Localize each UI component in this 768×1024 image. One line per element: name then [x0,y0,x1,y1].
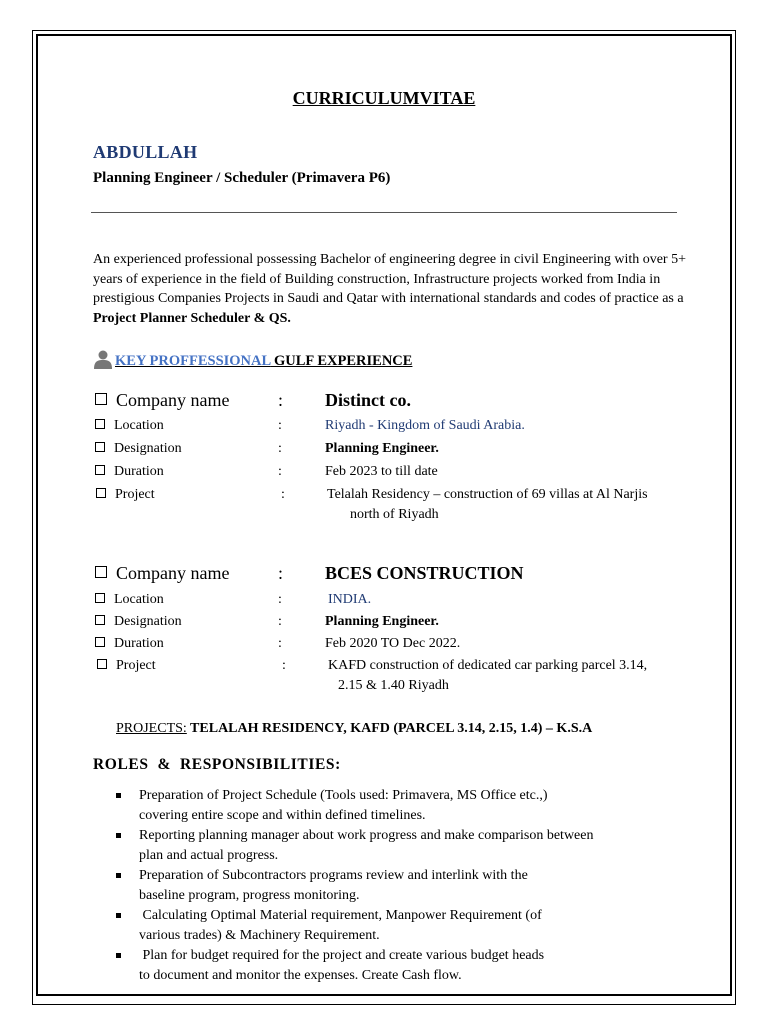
section-heading-experience [93,349,412,370]
company-name-label: Company name [95,390,229,411]
page-bottom-rule [36,994,732,995]
list-item: Reporting planning manager about work progress and make comparison between plan and actual progress. [112,826,692,866]
bullet-icon [116,913,121,918]
project-value-line1: KAFD construction of dedicated car parking parcel 3.14, [328,658,648,673]
checkbox-icon [95,615,105,625]
checkbox-icon [95,637,105,647]
company-name-label: Company name [95,563,229,584]
colon: : [278,464,282,479]
location-value: INDIA. [328,592,372,607]
checkbox-icon [95,419,105,429]
company-name-value: Distinct co. [325,390,411,410]
checkbox-icon [97,659,107,669]
summary-text: An experienced professional possessing Bachelor of engineering degree in civil Engineering with over 5+ years of experience in the field of Building construction, Infrastructure projects worked from India in prestigious Companies Projects in Saudi and Qatar with international standards and codes of practice as a [93,252,686,307]
bullet-icon [116,953,121,958]
colon: : [278,418,282,433]
list-item: Preparation of Subcontractors programs review and interlink with the baseline program, progress monitoring. [112,866,692,906]
colon: : [278,563,284,583]
roles-heading: ROLES & RESPONSIBILITIES: [93,756,341,773]
section-heading-suffix: GULF EXPERIENCE [270,353,413,369]
location-label: Location [95,592,164,608]
colon: : [278,441,282,456]
checkbox-icon [95,465,105,475]
summary-bold: Project Planner Scheduler & QS. [93,311,291,327]
candidate-role: Planning Engineer / Scheduler (Primavera P6) [93,170,391,186]
list-item: Calculating Optimal Material requirement, Manpower Requirement (of various trades) & Machinery Requirement. [112,906,692,946]
roles-list [112,786,692,986]
checkbox-icon [95,593,105,603]
project-value-line2: north of Riyadh [350,507,439,522]
project-value-line1: Telalah Residency – construction of 69 villas at Al Narjis [327,487,648,502]
document-title: CURRICULUMVITAE [292,88,476,108]
projects-summary [116,721,592,737]
bullet-icon [116,873,121,878]
checkbox-icon [96,488,106,498]
person-icon [93,349,113,369]
duration-value: Feb 2023 to till date [325,464,438,479]
colon: : [278,390,284,410]
projects-label: PROJECTS: [116,721,187,736]
duration-label: Duration [95,636,164,652]
profile-summary [93,250,693,329]
project-value-line2: 2.15 & 1.40 Riyadh [338,678,449,693]
designation-label: Designation [95,441,182,457]
projects-text: TELALAH RESIDENCY, KAFD (PARCEL 3.14, 2.15, 1.4) – K.S.A [186,721,593,736]
duration-label: Duration [95,464,164,480]
location-label: Location [95,418,164,434]
section-heading-prefix: KEY PROFFESSIONAL [115,353,271,369]
list-item: Preparation of Project Schedule (Tools used: Primavera, MS Office etc.,) covering entire scope and within defined timelines. [112,786,692,826]
checkbox-icon [95,442,105,452]
colon: : [281,487,285,502]
list-item: Plan for budget required for the project and create various budget heads to document and monitor the expenses. Create Cash flow. [112,946,692,986]
location-value: Riyadh - Kingdom of Saudi Arabia. [325,418,525,433]
bullet-icon [116,833,121,838]
designation-value: Planning Engineer. [325,441,439,456]
designation-label: Designation [95,614,182,630]
candidate-name: ABDULLAH [93,142,198,162]
company-name-value: BCES CONSTRUCTION [325,563,524,583]
colon: : [282,658,286,673]
colon: : [278,636,282,651]
checkbox-icon [95,566,107,578]
project-label: Project [96,487,155,503]
colon: : [278,592,282,607]
colon: : [278,614,282,629]
duration-value: Feb 2020 TO Dec 2022. [325,636,461,651]
bullet-icon [116,793,121,798]
project-label: Project [97,658,156,674]
checkbox-icon [95,393,107,405]
header-divider [91,212,677,213]
designation-value: Planning Engineer. [325,614,439,629]
